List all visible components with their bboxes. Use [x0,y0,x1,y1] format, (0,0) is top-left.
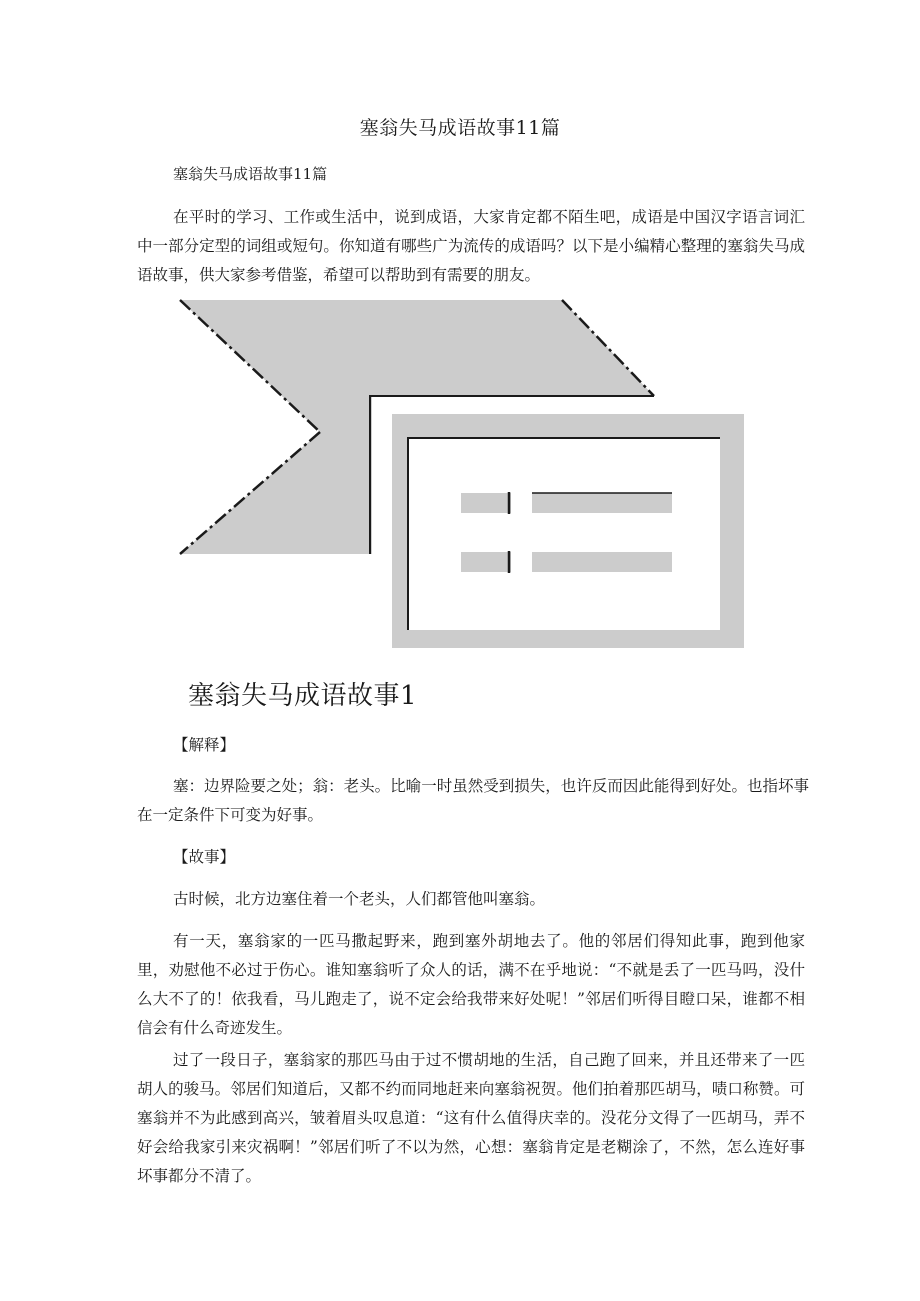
section-heading: 塞翁失马成语故事1 [188,681,418,711]
row2-short-bar [461,552,511,572]
card-divider-gap [372,396,390,554]
story-label: 【故事】 [173,848,236,866]
document-subtitle: 塞翁失马成语故事11篇 [173,165,328,183]
document-with-banner-icon [176,292,748,652]
story-paragraph-1: 古时候，北方边塞住着一个老头，人们都管他叫塞翁。 [173,890,546,908]
explain-label: 【解释】 [173,736,236,754]
row1-short-bar [461,493,511,513]
story-paragraph-3: 过了一段日子，塞翁家的那匹马由于过不惯胡地的生活，自己跑了回来，并且还带来了一匹胡人的骏马。邻居们知道后，又都不约而同地赶来向塞翁祝贺。他们拍着那匹胡马，啧口称赞。可塞翁并不为此感到高兴，皱着眉头叹息道：“这有什么值得庆幸的。没花分文得了一匹胡马，弄不好会给我家引来灾祸啊！”邻居们听了不以为然，心想：塞翁肯定是老糊涂了，不然，怎么连好事坏事都分不清了。 [137,1051,805,1185]
story-paragraph-2: 有一天，塞翁家的一匹马撒起野来，跑到塞外胡地去了。他的邻居们得知此事，跑到他家里，劝慰他不必过于伤心。谁知塞翁听了众人的话，满不在乎地说：“不就是丢了一匹马吗，没什么大不了的！依我看，马儿跑走了，说不定会给我带来好处呢！”邻居们听得目瞪口呆，谁都不相信会有什么奇迹发生。 [137,932,805,1037]
explain-paragraph: 塞：边界险要之处；翁：老头。比喻一时虽然受到损失，也许反而因此能得到好处。也指坏事在一定条件下可变为好事。 [137,777,809,824]
document-title: 塞翁失马成语故事11篇 [359,117,561,139]
intro-paragraph: 在平时的学习、工作或生活中，说到成语，大家肯定都不陌生吧，成语是中国汉字语言词汇中一部分定型的词组或短句。你知道有哪些广为流传的成语吗？以下是小编精心整理的塞翁失马成语故事，供大家参考借鉴，希望可以帮助到有需要的朋友。 [137,208,805,284]
row1-long-bar [532,493,672,513]
row2-long-bar [532,552,672,572]
card-inner-panel [408,438,720,630]
